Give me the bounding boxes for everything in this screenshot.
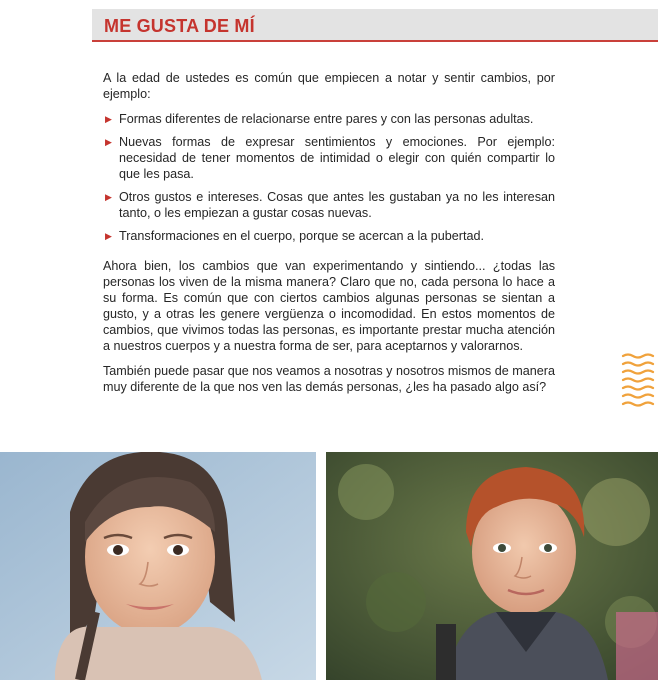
triangle-right-icon: ▶ xyxy=(105,231,112,241)
list-item-text: Transformaciones en el cuerpo, porque se acercan a la pubertad. xyxy=(119,229,484,243)
girl-photo xyxy=(0,452,316,680)
paragraph: Ahora bien, los cambios que van experimentando y sintiendo... ¿todas las personas los viven de la misma manera? Claro que no, cada persona lo hace a su forma. Es común que con ciertos cambios algunas personas se sientan a gusto, y a otras les genere vergüenza o incomodidad. En estos momentos de cambios, que vivimos todas las personas, es importante prestar mucha atención a nuestros cuerpos y a nuestra forma de ser, para aceptarnos y valorarnos. xyxy=(103,259,555,353)
page-title: ME GUSTA DE MÍ xyxy=(104,16,255,36)
wavy-lines-icon xyxy=(620,352,656,412)
list-item xyxy=(103,189,555,221)
triangle-right-icon: ▶ xyxy=(105,137,112,147)
bullet-list xyxy=(103,111,555,244)
list-item xyxy=(103,228,555,244)
triangle-right-icon: ▶ xyxy=(105,192,112,202)
triangle-right-icon: ▶ xyxy=(105,114,112,124)
body-text xyxy=(103,70,555,395)
section-header xyxy=(92,9,658,42)
list-item xyxy=(103,134,555,182)
boy-photo xyxy=(326,452,658,680)
list-item xyxy=(103,111,555,127)
intro-paragraph: A la edad de ustedes es común que empiecen a notar y sentir cambios, por ejemplo: xyxy=(103,71,555,101)
paragraph: También puede pasar que nos veamos a nosotras y nosotros mismos de manera muy diferente de la que nos ven las demás personas, ¿les ha pasado algo así? xyxy=(103,364,555,394)
list-item-text: Formas diferentes de relacionarse entre pares y con las personas adultas. xyxy=(119,112,534,126)
list-item-text: Nuevas formas de expresar sentimientos y emociones. Por ejemplo: necesidad de tener momentos de intimidad o elegir con quién compartir lo que les pasa. xyxy=(119,135,555,181)
list-item-text: Otros gustos e intereses. Cosas que antes les gustaban ya no les interesan tanto, o les empiezan a gustar cosas nuevas. xyxy=(119,190,555,220)
